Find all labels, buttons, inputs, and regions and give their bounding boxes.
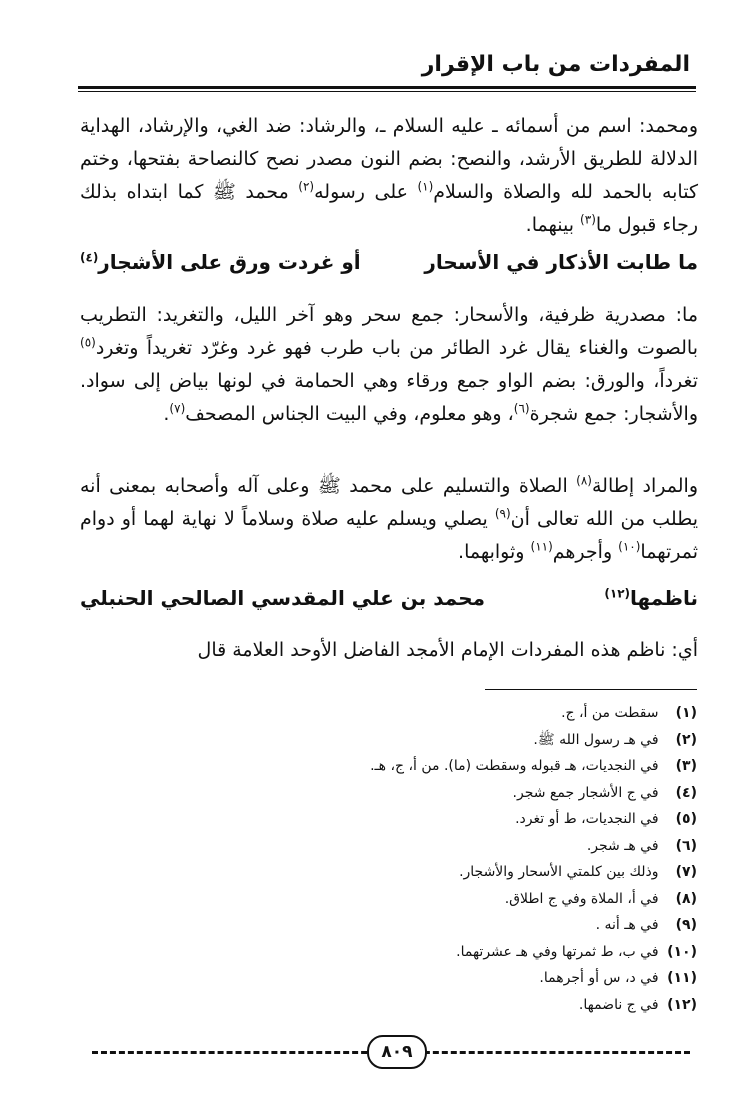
footnote-text: في هـ رسول الله ﷺ. [533,731,659,748]
footnote-number: (٦) [675,837,697,854]
footnote-separator [485,689,697,690]
footnote-ref: (٤) [80,250,99,265]
footnote-item [137,700,697,727]
paragraph-text: وثوابهما. [458,541,531,563]
paragraph-text: والمراد إطالة [591,475,698,497]
footnote-ref: (٣) [580,212,596,227]
verse-second-hemistich: أو غردت ورق على الأشجار [98,250,361,274]
footnote-text: في ب، ط ثمرتها وفي هـ عشرتهما. [456,943,659,960]
footnote-number: (١٠) [667,943,697,960]
footnote-ref: (٦) [513,401,530,416]
footnote-number: (١) [675,705,697,721]
footnote-item [137,859,697,886]
paragraph-text: ومحمد: اسم من أسمائه ـ عليه السلام ـ، والرشاد: ضد الغي، والإرشاد، الهداية الدلالة للطريق الأرشد، والنصح: بضم النون مصدر نصح كالنصاحة بفتحها، وختم كتابه بالحمد لله والصلاة والسلام [80,115,698,203]
paragraph-text: الصلاة والتسليم على محمد ﷺ وعلى آله وأصحابه بمعنى أنه يطلب من الله تعالى أن [80,475,699,530]
footnote-item [137,939,697,966]
verse-second-hemistich: محمد بن علي المقدسي الصالحي الحنبلي [80,586,486,610]
paragraph-text: يصلي ويسلم عليه صلاة وسلاماً لا نهاية لهما أو دوام ثمرتهما [80,508,698,563]
footnote-number: (٣) [675,758,697,774]
running-header-title: المفردات من باب الإقرار [421,52,690,77]
footnote-number: (١٢) [667,996,697,1013]
poem-verse-2 [80,586,698,620]
footnote-text: في النجديات، ط أو تغرد. [515,811,659,827]
paragraph-text: ، وهو معلوم، وفي البيت الجناس المصحف [185,403,514,425]
footnote-item [137,806,697,833]
commentary-paragraph-1 [80,110,698,242]
footnote-ref: (٥) [80,335,96,350]
paragraph-text: محمد ﷺ كما ابتداه بذلك رجاء قبول ما [80,181,698,236]
paragraph-text: وأجرهم [552,541,619,563]
paragraph-text: ما: مصدرية ظرفية، والأسحار: جمع سحر وهو آخر الليل، والتغريد: التطريب بالصوت والغناء يقال غرد الطائر من باب طرب فهو غرد وغرّد تغريداً وتغرد [80,304,698,359]
commentary-paragraph-2 [80,299,698,431]
footnote-item [137,780,697,807]
footnote-number: (٢) [675,731,697,748]
commentary-paragraph-3 [80,470,698,569]
footnote-item [137,833,697,860]
footnote-number: (٩) [675,917,697,933]
verse-first-hemistich: ناظمها [630,586,698,610]
footnote-ref: (٢) [298,179,315,194]
footnote-number: (٧) [675,864,697,880]
footnote-list [137,700,697,1018]
footnote-item [137,727,697,754]
footnote-ref: (٩) [494,506,511,521]
poem-verse-1 [80,250,698,284]
commentary-paragraph-4 [80,634,698,667]
footnote-text: في ج الأشجار جمع شجر. [512,784,659,801]
paragraph-text: بينهما. [525,214,581,236]
paragraph-text: أي: ناظم هذه المفردات الإمام الأمجد الفاضل الأوحد العلامة قال [197,639,698,661]
footnote-number: (٤) [675,784,697,801]
footnote-number: (٥) [675,811,697,827]
footnote-text: في أ، الملاة وفي ج اطلاق. [504,890,659,907]
verse-first-hemistich: ما طابت الأذكار في الأسحار [424,250,698,274]
footnote-ref: (١) [417,179,434,194]
footnote-text: سقطت من أ، ج. [561,705,659,721]
footnote-text: في هـ أنه . [595,917,659,933]
footnote-ref: (١١) [530,539,553,554]
footnote-ref: (١٢) [604,586,631,601]
footnote-number: (١١) [667,970,697,986]
page-number: ٨٠٩ [367,1035,427,1069]
footnote-item [137,965,697,992]
footnote-ref: (٧) [169,401,186,416]
footnote-ref: (١٠) [618,539,641,554]
paragraph-text: . [163,403,170,425]
footnote-item [137,886,697,913]
footnote-item [137,992,697,1019]
paragraph-text: على رسوله [314,181,418,203]
paragraph-text: تغرداً، والورق: بضم الواو جمع ورقاء وهي الحمامة في لونها بياض إلى سواد. والأشجار: جمع شجرة [80,370,698,425]
footnote-text: في هـ شجر. [586,837,659,854]
footnote-text: في ج ناضمها. [578,996,659,1013]
footnote-number: (٨) [675,890,697,907]
footnote-text: في د، س أو أجرهما. [539,970,659,986]
footnote-text: وذلك بين كلمتي الأسحار والأشجار. [459,864,659,880]
header-rule-thin [78,91,696,92]
footnote-item [137,912,697,939]
footnote-ref: (٨) [576,473,592,488]
footnote-item [137,753,697,780]
footnote-text: في النجديات، هـ قبوله وسقطت (ما). من أ، ج، هـ. [370,758,659,774]
header-rule [78,86,696,89]
